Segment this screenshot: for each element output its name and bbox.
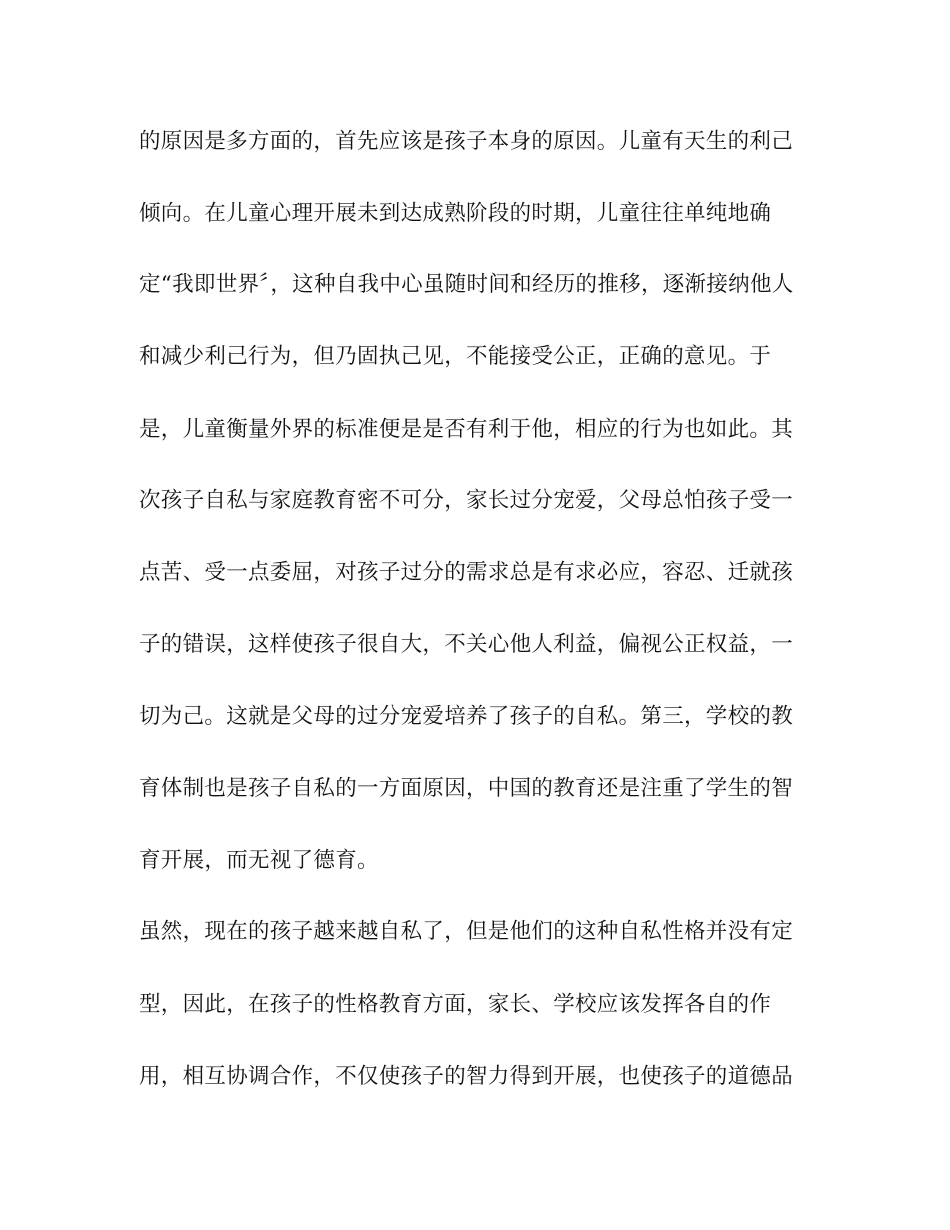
- text-line: 点苦、受一点委屈，对孩子过分的需求总是有求必应，容忍、迁就孩: [139, 560, 794, 585]
- text-line: 虽然，现在的孩子越来越自私了，但是他们的这种自私性格并没有定: [139, 919, 794, 944]
- text-line: 的原因是多方面的，首先应该是孩子本身的原因。儿童有天生的利己: [139, 129, 794, 154]
- text-line: 子的错误，这样使孩子很自大，不关心他人利益，偏视公正权益，一: [139, 632, 794, 657]
- text-line: 定“我即世界〞，这种自我中心虽随时间和经历的推移，逐渐接纳他人: [139, 272, 794, 297]
- text-line: 育体制也是孩子自私的一方面原因，中国的教育还是注重了学生的智: [139, 776, 794, 801]
- text-line: 是，儿童衡量外界的标准便是是否有利于他，相应的行为也如此。其: [139, 417, 794, 442]
- text-line: 切为己。这就是父母的过分宠爱培养了孩子的自私。第三，学校的教: [139, 704, 794, 729]
- text-line: 型，因此，在孩子的性格教育方面，家长、学校应该发挥各自的作: [139, 992, 772, 1017]
- text-line: 倾向。在儿童心理开展未到达成熟阶段的时期，儿童往往单纯地确: [139, 201, 772, 226]
- text-line: 育开展，而无视了德育。: [139, 848, 379, 873]
- text-line: 次孩子自私与家庭教育密不可分，家长过分宠爱，父母总怕孩子受一: [139, 488, 794, 513]
- text-line: 和减少利己行为，但乃固执己见，不能接受公正，正确的意见。于: [139, 344, 772, 369]
- text-line: 用，相互协调合作，不仅使孩子的智力得到开展，也使孩子的道德品: [139, 1064, 794, 1089]
